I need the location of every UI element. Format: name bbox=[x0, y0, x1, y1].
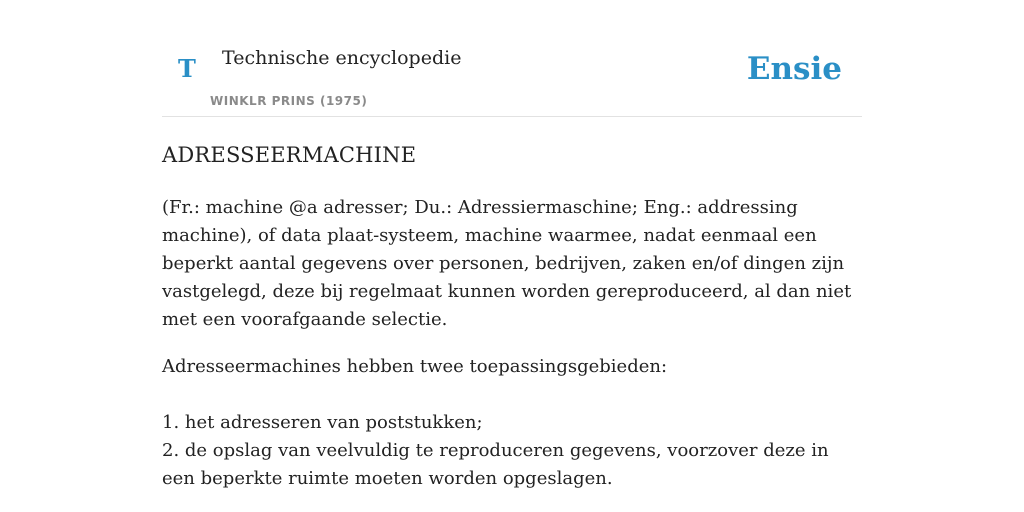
book-title-link[interactable]: Technische encyclopedie bbox=[222, 47, 462, 69]
book-header bbox=[162, 0, 862, 117]
article-content bbox=[162, 138, 862, 493]
definition-paragraph: (Fr.: machine @a adresser; Du.: Adressiermaschine; Eng.: addressing machine), of data plaat-systeem, machine waarmee, nadat eenmaal een beperkt aantal gegevens over personen, bedrijven, zaken en/of dingen zijn vastgelegd, deze bij regelmaat kunnen worden gereproduceerd, al dan niet met een voorafgaande selectie. bbox=[162, 197, 852, 330]
list-item: 1. het adresseren van poststukken; bbox=[162, 412, 483, 433]
applications-intro: Adresseermachines hebben twee toepassingsgebieden: bbox=[162, 356, 668, 377]
list-item: 2. de opslag van veelvuldig te reproduceren gegevens, voorzover deze in een beperkte ruimte moeten worden opgeslagen. bbox=[162, 440, 829, 489]
book-subtitle: WINKLR PRINS (1975) bbox=[210, 94, 368, 108]
entry-title: ADRESSEERMACHINE bbox=[162, 143, 417, 167]
book-logo-icon[interactable]: T bbox=[178, 54, 196, 83]
brand-logo-link[interactable]: Ensie bbox=[746, 51, 842, 87]
applications-list bbox=[162, 409, 862, 493]
